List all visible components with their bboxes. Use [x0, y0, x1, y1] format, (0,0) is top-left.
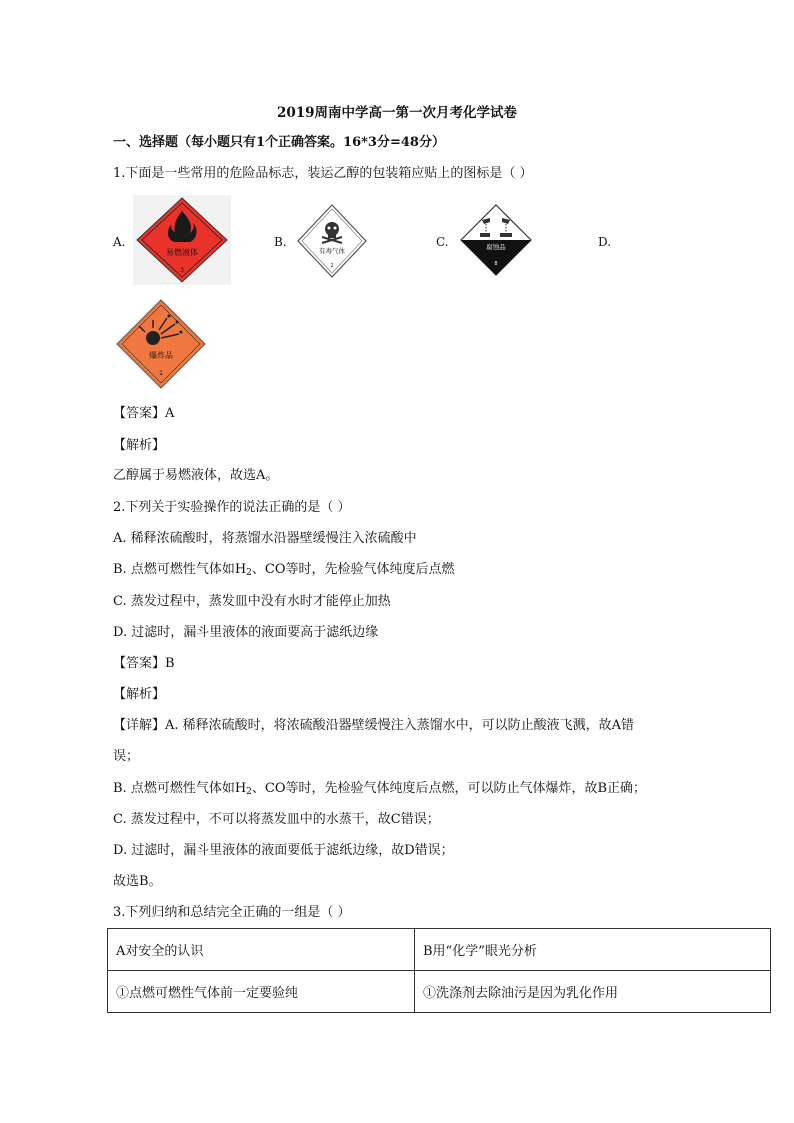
option-a-label: A. [113, 235, 126, 249]
sign-b-text: 有毒气体 [319, 247, 345, 255]
option-b-label: B. [274, 235, 287, 249]
page-title: 2019周南中学高一第一次月考化学试卷 [276, 105, 518, 121]
q2-detail-c: C. 蒸发过程中，不可以将蒸发皿中的水蒸干，故C错误； [113, 812, 440, 827]
q2-detail-d: D. 过滤时，漏斗里液体的液面要低于滤纸边缘，故D错误； [113, 843, 454, 858]
sign-c-class: 8 [494, 261, 498, 267]
sign-c-text: 腐蚀品 [486, 243, 506, 251]
explosive-sign-icon [115, 298, 207, 390]
table-cell: ①点燃可燃性气体前一定要验纯 [108, 971, 415, 1013]
q2-option-c: C. 蒸发过程中，蒸发皿中没有水时才能停止加热 [113, 594, 391, 609]
sign-b-class: 2 [330, 263, 334, 269]
q1-answer: 【答案】A [113, 406, 175, 421]
q2-analysis-label: 【解析】 [113, 687, 166, 702]
q2-option-a: A. 稀释浓硫酸时，将蒸馏水沿器壁缓慢注入浓硫酸中 [113, 531, 417, 546]
option-d-label: D. [598, 235, 612, 249]
q2-option-d: D. 过滤时，漏斗里液体的液面要高于滤纸边缘 [113, 625, 379, 640]
section-heading: 一、选择题（每小题只有1个正确答案。16*3分=48分） [113, 135, 445, 150]
q2-option-b-subscript: 2 [246, 568, 252, 578]
sign-a-class: 3 [180, 267, 184, 274]
q2-answer: 【答案】B [113, 656, 175, 671]
table-row [108, 971, 771, 1013]
toxic-gas-sign-icon [296, 203, 368, 279]
option-c-label: C. [436, 235, 449, 249]
sign-d-class: 1 [159, 370, 163, 377]
q2-option-b-text: B. 点燃可燃性气体如H [113, 562, 247, 577]
q2-option-b [113, 561, 455, 582]
question-2-stem: 2.下列关于实验操作的说法正确的是（ ） [113, 500, 351, 515]
q1-analysis: 乙醇属于易燃液体，故选A。 [113, 468, 279, 483]
q2-detail-b-text: B. 点燃可燃性气体如H [113, 781, 247, 796]
table-row [108, 929, 771, 971]
q2-detail-b-text-rest: 、CO等时，先检验气体纯度后点燃，可以防止气体爆炸，故B正确； [251, 781, 647, 796]
sign-d-text: 爆炸品 [149, 351, 173, 360]
table-cell: A对安全的认识 [108, 929, 415, 971]
flammable-liquid-sign-icon [133, 195, 231, 285]
question-1-stem: 1.下面是一些常用的危险品标志，装运乙醇的包装箱应贴上的图标是（ ） [113, 166, 533, 181]
q1-analysis-label: 【解析】 [113, 438, 166, 453]
question-3-stem: 3.下列归纳和总结完全正确的一组是（ ） [113, 905, 351, 920]
q2-detail-line-2: 误； [113, 749, 140, 764]
q2-detail-line-1: 【详解】A. 稀释浓硫酸时，将浓硫酸沿器壁缓慢注入蒸馏水中，可以防止酸液飞溅，故A错 [113, 718, 635, 733]
table-cell: ①洗涤剂去除油污是因为乳化作用 [415, 971, 771, 1013]
q2-detail-b-subscript: 2 [246, 787, 252, 797]
q2-option-b-text-rest: 、CO等时，先检验气体纯度后点燃 [251, 562, 455, 577]
table-cell: B用“化学”眼光分析 [415, 929, 771, 971]
q2-detail-b [113, 780, 646, 801]
sign-a-text: 易燃液体 [166, 248, 198, 257]
corrosive-sign-icon [458, 202, 534, 278]
q2-conclusion: 故选B。 [113, 874, 162, 889]
q3-table [107, 928, 771, 1013]
